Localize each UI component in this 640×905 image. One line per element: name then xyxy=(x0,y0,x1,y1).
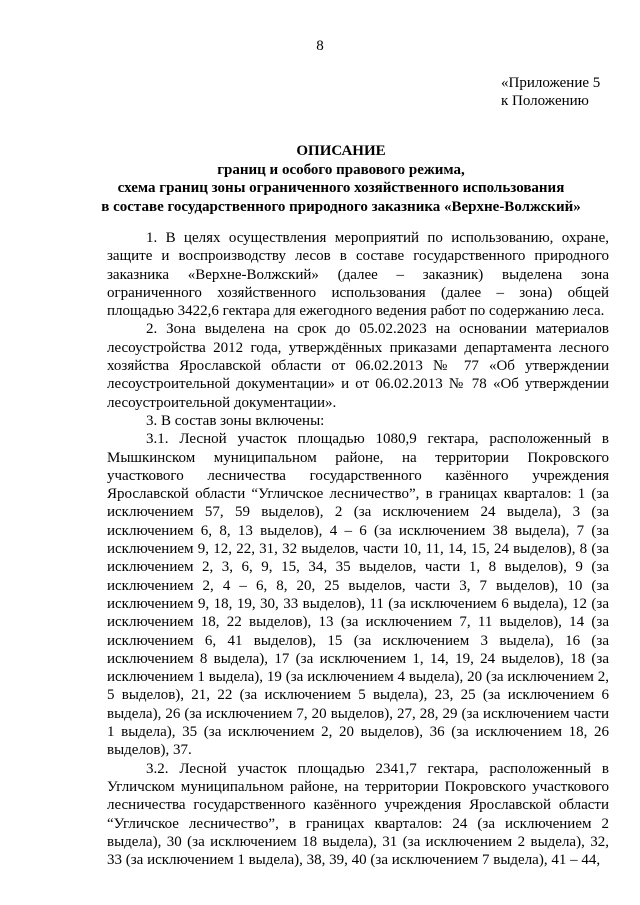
paragraph-1: 1. В целях осуществления мероприятий по использованию, охране, защите и воспроизводству лесов в составе государственного природного заказника «Верхне-Волжский» (далее – заказник) выделена зона ограниченного хозяйственного использования (далее – зона) общей площадью 3422,6 гектара для ежегодного ведения работ по содержанию леса. xyxy=(107,230,609,320)
document-title xyxy=(60,142,622,216)
appendix-reference xyxy=(501,74,600,110)
paragraph-3: 3. В состав зоны включены: xyxy=(146,412,325,429)
paragraph-3-2: 3.2. Лесной участок площадью 2341,7 гектара, расположенный в Угличском муниципальном районе, на территории Покровского участкового лесничества государственного казённого учреждения Ярославской области “Угличское лесничество”, в границах кварталов: 24 (за исключением 2 выдела), 30 (за исключением 18 выдела), 31 (за исключением 2 выдела), 32, 33 (за исключением 1 выдела), 38, 39, 40 (за исключением 7 выдела), 41 – 44, xyxy=(107,760,609,869)
appendix-line-1: «Приложение 5 xyxy=(501,75,601,91)
title-line-1: границ и особого правового режима, xyxy=(217,161,465,178)
page-number: 8 xyxy=(316,38,324,54)
paragraph-2: 2. Зона выделена на срок до 05.02.2023 на основании материалов лесоустройства 2012 года, утверждённых приказами департамента лесного хозяйства Ярославской области от 06.02.2013 № 77 «Об утверждении лесоустроительной документации» и от 06.02.2013 № 78 «Об утверждении лесоустроительной документации». xyxy=(107,321,609,411)
title-heading: ОПИСАНИЕ xyxy=(296,143,386,159)
title-line-3: в составе государственного природного заказника «Верхне-Волжский» xyxy=(101,198,581,215)
title-line-2: схема границ зоны ограниченного хозяйственного использования xyxy=(117,180,565,196)
document-body xyxy=(107,229,609,869)
paragraph-3-1: 3.1. Лесной участок площадью 1080,9 гектара, расположенный в Мышкинском муниципальном районе, на территории Покровского участкового лесничества государственного казённого учреждения Ярославской области “Угличское лесничество”, в границах кварталов: 1 (за исключением 57, 59 выделов), 2 (за исключением 24 выдела), 3 (за исключением 6, 8, 13 выделов), 4 – 6 (за исключением 38 выдела), 7 (за исключением 9, 12, 22, 31, 32 выделов, части 10, 11, 14, 15, 24 выделов), 8 (за исключением 2, 3, 6, 9, 15, 34, 35 выделов, части 1, 8 выделов), 9 (за исключением 2, 4 – 6, 8, 20, 25 выделов, части 3, 7 выделов), 10 (за исключением 9, 18, 19, 30, 33 выделов), 11 (за исключением 6 выдела), 12 (за исключением 18, 22 выделов), 13 (за исключением 7, 11 выделов), 14 (за исключением 6, 41 выделов), 15 (за исключением 3 выдела), 16 (за исключением 8 выдела), 17 (за исключением 1, 14, 19, 24 выделов), 18 (за исключением 1 выдела), 19 (за исключением 4 выдела), 20 (за исключением 2, 5 выделов), 21, 22 (за исключением 5 выдела), 23, 25 (за исключением 6 выдела), 26 (за исключением 7, 20 выделов), 27, 28, 29 (за исключением части 1 выдела), 35 (за исключением 2, 20 выделов), 36 (за исключением 18, 26 выделов), 37. xyxy=(107,431,609,759)
appendix-line-2: к Положению xyxy=(501,93,589,109)
